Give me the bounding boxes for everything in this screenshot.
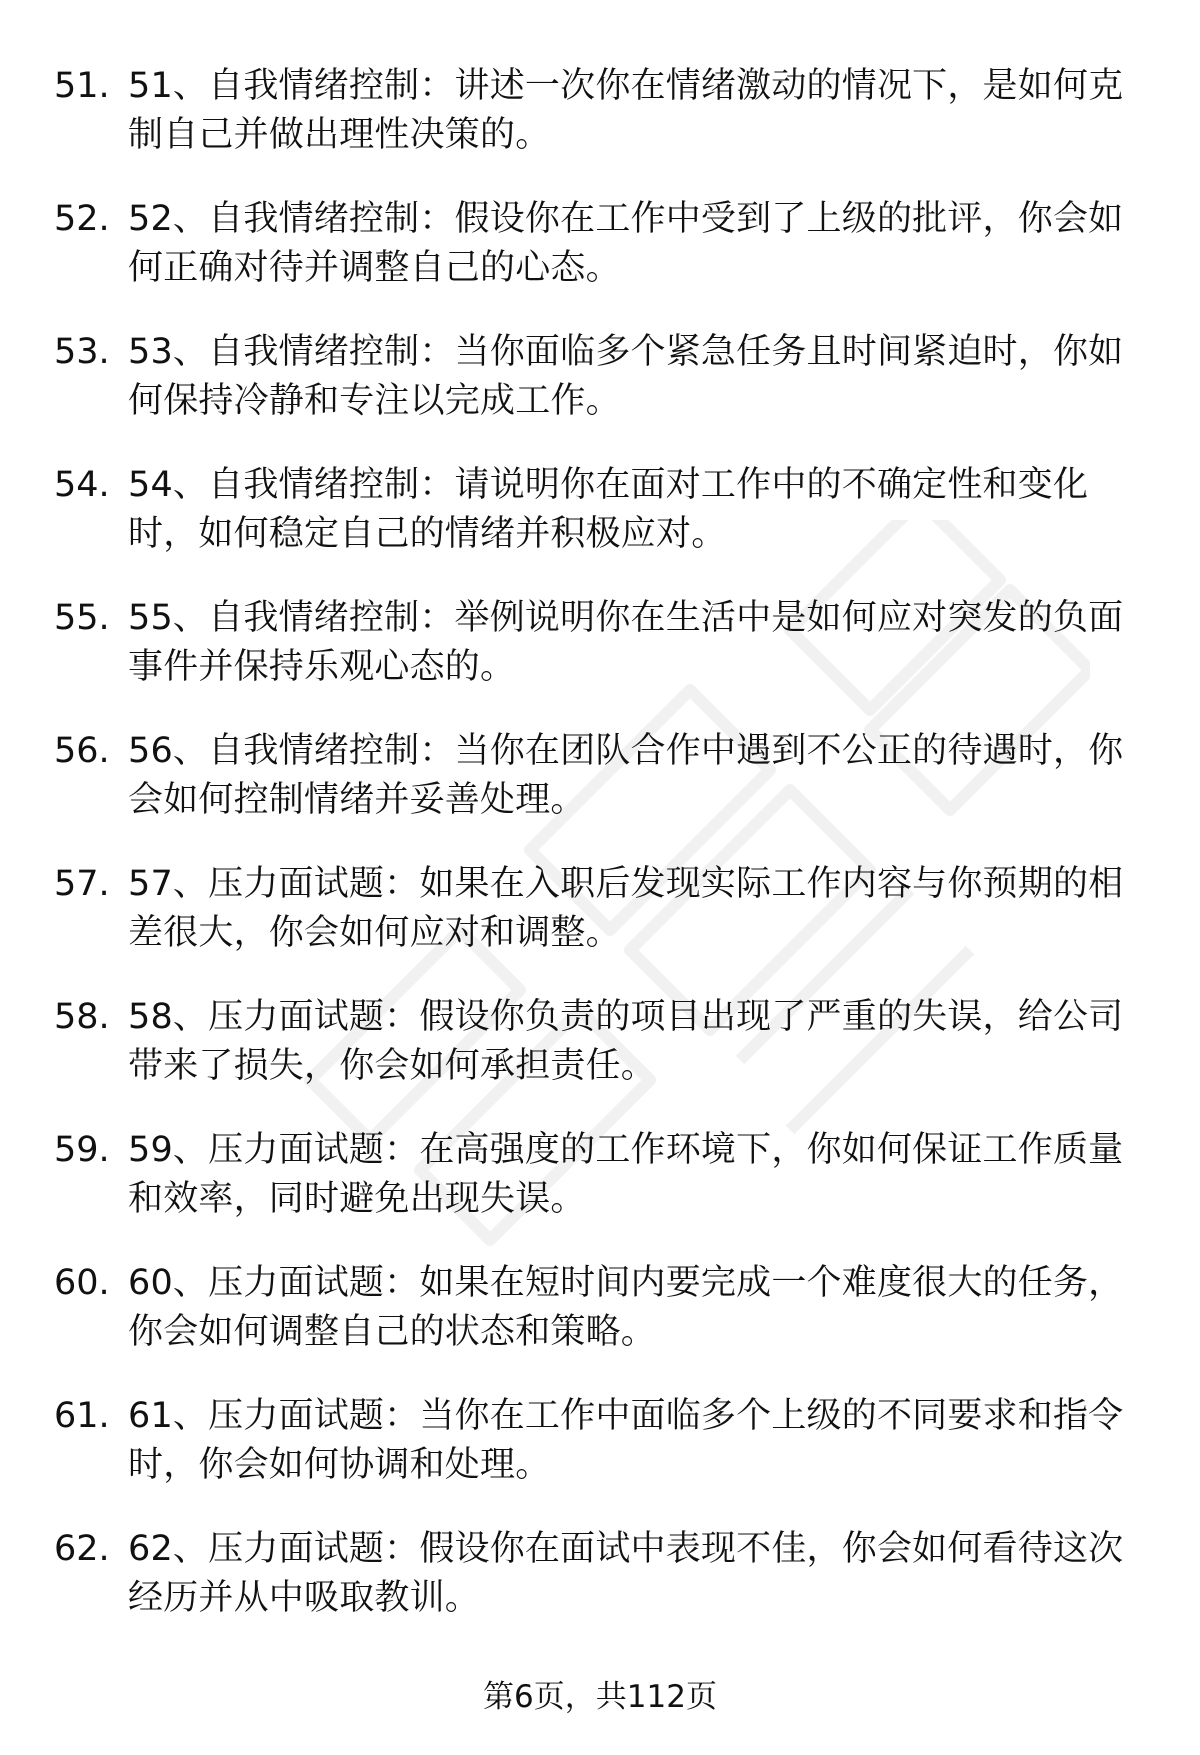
list-item xyxy=(0,727,1200,860)
list-item-number: 56. xyxy=(54,731,110,771)
list-item xyxy=(0,1392,1200,1525)
list-item xyxy=(0,195,1200,328)
question-text: 59、压力面试题：在高强度的工作环境下，你如何保证工作质量和效率，同时避免出现失误。 xyxy=(128,1130,1124,1219)
list-item-number: 51. xyxy=(54,66,110,106)
question-text: 57、压力面试题：如果在入职后发现实际工作内容与你预期的相差很大，你会如何应对和调整。 xyxy=(128,864,1124,953)
list-item xyxy=(0,62,1200,195)
question-text: 61、压力面试题：当你在工作中面临多个上级的不同要求和指令时，你会如何协调和处理。 xyxy=(128,1396,1124,1485)
question-text: 56、自我情绪控制：当你在团队合作中遇到不公正的待遇时，你会如何控制情绪并妥善处理。 xyxy=(128,731,1124,820)
list-item-number: 55. xyxy=(54,598,110,638)
list-item xyxy=(0,1126,1200,1259)
question-text: 54、自我情绪控制：请说明你在面对工作中的不确定性和变化时，如何稳定自己的情绪并积极应对。 xyxy=(128,465,1089,554)
question-text: 51、自我情绪控制：讲述一次你在情绪激动的情况下，是如何克制自己并做出理性决策的。 xyxy=(128,66,1124,155)
list-item xyxy=(0,860,1200,993)
list-item xyxy=(0,461,1200,594)
question-text: 53、自我情绪控制：当你面临多个紧急任务且时间紧迫时，你如何保持冷静和专注以完成工作。 xyxy=(128,332,1124,421)
question-list xyxy=(0,62,1200,1658)
list-item xyxy=(0,594,1200,727)
list-item xyxy=(0,1259,1200,1392)
list-item-number: 58. xyxy=(54,997,110,1037)
list-item xyxy=(0,328,1200,461)
list-item-number: 52. xyxy=(54,199,110,239)
page-footer: 第6页，共112页 xyxy=(483,1679,717,1715)
list-item-number: 54. xyxy=(54,465,110,505)
list-item-number: 60. xyxy=(54,1263,110,1303)
question-text: 52、自我情绪控制：假设你在工作中受到了上级的批评，你会如何正确对待并调整自己的心态。 xyxy=(128,199,1124,288)
list-item xyxy=(0,993,1200,1126)
list-item-number: 62. xyxy=(54,1529,110,1569)
list-item-number: 61. xyxy=(54,1396,110,1436)
question-text: 62、压力面试题：假设你在面试中表现不佳，你会如何看待这次经历并从中吸取教训。 xyxy=(128,1529,1124,1618)
list-item-number: 57. xyxy=(54,864,110,904)
list-item-number: 59. xyxy=(54,1130,110,1170)
question-text: 60、压力面试题：如果在短时间内要完成一个难度很大的任务，你会如何调整自己的状态和策略。 xyxy=(128,1263,1124,1352)
list-item xyxy=(0,1525,1200,1658)
question-text: 58、压力面试题：假设你负责的项目出现了严重的失误，给公司带来了损失，你会如何承担责任。 xyxy=(128,997,1124,1086)
list-item-number: 53. xyxy=(54,332,110,372)
question-text: 55、自我情绪控制：举例说明你在生活中是如何应对突发的负面事件并保持乐观心态的。 xyxy=(128,598,1124,687)
